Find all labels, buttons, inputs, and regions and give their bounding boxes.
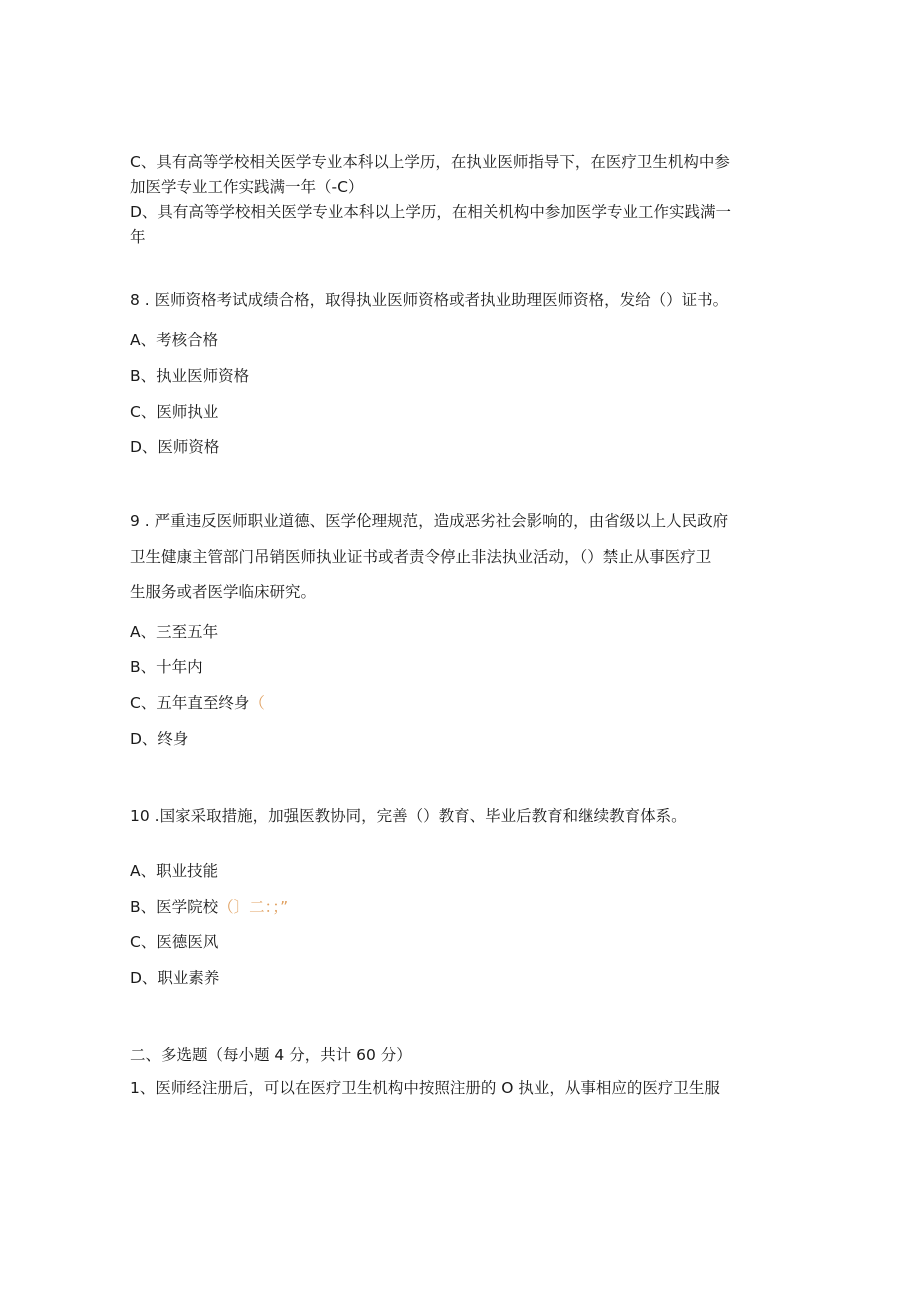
q7-option-c-line2: 加医学专业工作实践满一年（-C）: [130, 178, 364, 196]
q10-option-a: A、职业技能: [130, 862, 219, 880]
q10-option-d: D、职业素养: [130, 969, 220, 987]
q10-option-b-mark: （〕二：；”: [218, 898, 289, 916]
q8-stem: 8 . 医师资格考试成绩合格，取得执业医师资格或者执业助理医师资格，发给（）证书。: [130, 291, 729, 309]
q10-option-b-text: B、医学院校: [130, 898, 219, 916]
q8-option-b: B、执业医师资格: [130, 367, 250, 385]
q9-stem-line1: 9 . 严重违反医师职业道德、医学伦理规范，造成恶劣社会影响的，由省级以上人民政府: [130, 512, 729, 530]
q9-stem-line3: 生服务或者医学临床研究。: [130, 583, 317, 601]
q10-option-b: [130, 897, 288, 917]
q9-option-b: B、十年内: [130, 658, 203, 676]
q9-option-a: A、三至五年: [130, 623, 219, 641]
q9-option-c: [130, 693, 265, 713]
q9-stem-line2: 卫生健康主管部门吊销医师执业证书或者责令停止非法执业活动，（）禁止从事医疗卫: [130, 548, 712, 566]
section2-heading: 二、多选题（每小题 4 分，共计 60 分）: [130, 1046, 412, 1064]
q8-option-d: D、医师资格: [130, 438, 220, 456]
q9-option-c-text: C、五年直至终身: [130, 694, 250, 712]
q7-option-d-line2: 年: [130, 228, 146, 246]
q9-option-c-mark: （: [249, 694, 265, 712]
q10-option-c: C、医德医风: [130, 933, 219, 951]
section2-q1-stem: 1、医师经注册后，可以在医疗卫生机构中按照注册的 O 执业，从事相应的医疗卫生服: [130, 1079, 720, 1097]
q8-option-a: A、考核合格: [130, 331, 219, 349]
q8-option-c: C、医师执业: [130, 403, 219, 421]
q10-stem: 10 .国家采取措施，加强医教协同，完善（）教育、毕业后教育和继续教育体系。: [130, 807, 687, 825]
q7-option-c-line1: C、具有高等学校相关医学专业本科以上学历，在执业医师指导下，在医疗卫生机构中参: [130, 153, 730, 171]
q9-option-d: D、终身: [130, 730, 189, 748]
q7-option-d-line1: D、具有高等学校相关医学专业本科以上学历，在相关机构中参加医学专业工作实践满一: [130, 203, 731, 221]
